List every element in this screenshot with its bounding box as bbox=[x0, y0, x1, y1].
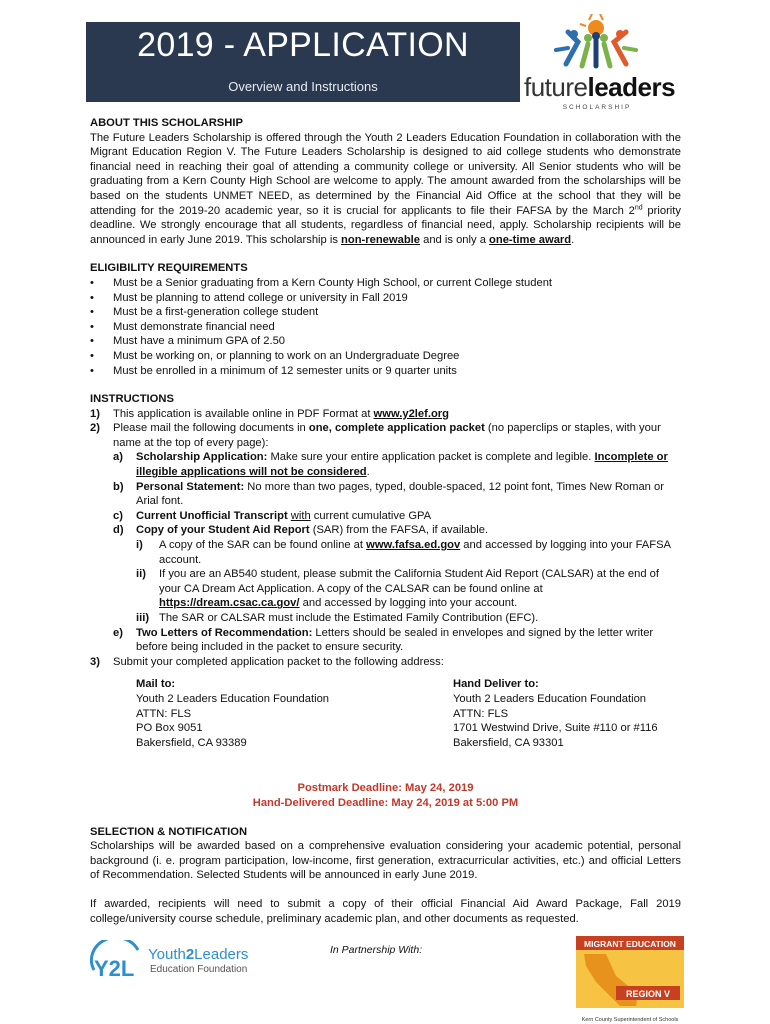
hand-deliver-address: Hand Deliver to: Youth 2 Leaders Education Foundation ATTN: FLS 1701 Westwind Drive, Suite #110 or #116 Bakersfield, CA 93301 bbox=[453, 678, 658, 749]
future-leaders-logo bbox=[516, 14, 678, 112]
list-item: • Must be a first-generation college student bbox=[90, 305, 681, 320]
header-banner bbox=[86, 22, 520, 102]
migrant-education-emblem-icon bbox=[576, 936, 684, 1012]
postmark-deadline: Postmark Deadline: May 24, 2019 bbox=[297, 782, 474, 795]
instruction-step-2a: a) Scholarship Application: Make sure your entire application packet is complete and legible. Incomplete or illegible applications will not be considered. bbox=[113, 451, 668, 479]
page-subtitle: Overview and Instructions bbox=[228, 79, 378, 94]
list-item: • Must be working on, or planning to work on an Undergraduate Degree bbox=[90, 349, 681, 364]
partnership-label: In Partnership With: bbox=[330, 944, 423, 956]
svg-text:Y2L: Y2L bbox=[94, 956, 135, 981]
future-leaders-tagline: SCHOLARSHIP bbox=[562, 104, 632, 111]
instruction-step-1: 1) This application is available online in PDF Format at www.y2lef.org bbox=[90, 407, 449, 420]
svg-text:REGION V: REGION V bbox=[625, 989, 671, 999]
youth2leaders-logo bbox=[88, 940, 249, 984]
csac-link[interactable]: https://dream.csac.ca.gov/ bbox=[159, 597, 300, 610]
about-heading: ABOUT THIS SCHOLARSHIP bbox=[90, 117, 243, 129]
instruction-step-2c: c) Current Unofficial Transcript with current cumulative GPA bbox=[113, 509, 432, 522]
y2l-subtitle: Education Foundation bbox=[150, 964, 248, 975]
future-leaders-figures-icon bbox=[516, 14, 678, 74]
svg-text:MIGRANT EDUCATION: MIGRANT EDUCATION bbox=[584, 939, 676, 949]
eligibility-heading: ELIGIBILITY REQUIREMENTS bbox=[90, 262, 248, 275]
instruction-step-2d-i: i) A copy of the SAR can be found online at www.fafsa.ed.gov and accessed by logging into your FAFSA account. bbox=[136, 539, 671, 566]
y2l-name: Youth2Leaders bbox=[148, 946, 249, 963]
about-paragraph: The Future Leaders Scholarship is offered through the Youth 2 Leaders Education Foundation in collaboration with the Migrant Education Region V. The Future Leaders Scholarship is designed to aid college students who demonstrate financial need in reaching their goal of attending a community college or university. All Senior students who will be graduating from a Kern County High School are welcome to apply. The amount awarded from the scholarships will be based on the students UNMET NEED, as determined by the Financial Aid Office at the school that they will be attending for the 2019-20 academic year, so it is crucial for applicants to file their FAFSA by the March 2nd priority deadline. We strongly encourage that all students, regardless of financial need, apply. Scholarship recipients will be announced in early June 2019. This scholarship is non-renewable and is only a one-time award. bbox=[90, 131, 681, 246]
instruction-step-2b: b) Personal Statement: No more than two pages, typed, double-spaced, 12 point font, Times New Roman or Arial font. bbox=[113, 480, 664, 508]
migrant-education-logo bbox=[576, 936, 684, 1023]
page-title: 2019 - APPLICATION bbox=[137, 26, 469, 64]
awarded-paragraph: If awarded, recipients will need to submit a copy of their official Financial Aid Award Package, Fall 2019 college/university course schedule, preliminary academic plan, and other documents as requested. bbox=[90, 897, 681, 925]
fafsa-link[interactable]: www.fafsa.ed.gov bbox=[366, 539, 461, 552]
instruction-step-2e: e) Two Letters of Recommendation: Letters should be sealed in envelopes and signed by the letter writer before being included in the packet to ensure security. bbox=[113, 626, 654, 654]
selection-paragraph: Scholarships will be awarded based on a comprehensive evaluation considering your academic potential, personal background (i. e. program participation, low-income, first generation, extracurricular activities, etc.) and official Letters of Recommendation. Selected Students will be announced in early June 2019. bbox=[90, 840, 681, 882]
instruction-step-2d: d) Copy of your Student Aid Report (SAR) from the FAFSA, if available. i) A copy of the SAR can be found online at www.fafsa.ed.gov and accessed by logging into your FAFSA account. ii) If you are an AB540 student, please submit the California Student Aid Report (CALSAR) at the end of your CA Dream Act Application. A copy of the CALSAR can be found online at https://dream.csac.ca.gov/ and accessed by logging into your account. iii) The SAR or CALSAR must include the Estimated Family Contribution (EFC). bbox=[113, 523, 681, 625]
y2l-emblem-icon bbox=[88, 940, 148, 984]
document-body bbox=[90, 116, 681, 926]
hand-delivered-deadline: Hand-Delivered Deadline: May 24, 2019 at 5:00 PM bbox=[252, 796, 519, 809]
instruction-step-2d-ii: ii) If you are an AB540 student, please submit the California Student Aid Report (CALSAR) at the end of your CA Dream Act Application. A copy of the CALSAR can be found online at https://dream.csac.ca.gov/ and accessed by logging into your account. bbox=[136, 568, 660, 610]
list-item: • Must have a minimum GPA of 2.50 bbox=[90, 334, 681, 349]
list-item: • Must be planning to attend college or university in Fall 2019 bbox=[90, 291, 681, 306]
instruction-step-3: 3) Submit your completed application packet to the following address: bbox=[90, 655, 444, 668]
list-item: • Must be a Senior graduating from a Kern County High School, or current College student bbox=[90, 276, 681, 291]
list-item: • Must demonstrate financial need bbox=[90, 320, 681, 335]
migrant-caption: Kern County Superintendent of Schools bbox=[581, 1017, 679, 1023]
y2lef-link[interactable]: www.y2lef.org bbox=[373, 407, 449, 420]
instructions-heading: INSTRUCTIONS bbox=[90, 393, 174, 406]
eligibility-list bbox=[90, 276, 681, 378]
mail-to-address: Mail to: Youth 2 Leaders Education Foundation ATTN: FLS PO Box 9051 Bakersfield, CA 93389 bbox=[136, 678, 330, 749]
future-leaders-wordmark: futureleaders bbox=[524, 72, 676, 102]
list-item: • Must be enrolled in a minimum of 12 semester units or 9 quarter units bbox=[90, 364, 681, 379]
instruction-step-2d-iii: iii) The SAR or CALSAR must include the Estimated Family Contribution (EFC). bbox=[136, 612, 539, 624]
address-block bbox=[90, 677, 681, 759]
instruction-step-2: 2) Please mail the following documents in one, complete application packet (no paperclips or staples, with your name at the top of every page): a) Scholarship Application: Make sure your entire application packet is complete and legible. Incomplete or illegible applications will not be considered. b) Personal Statement: No more than two pages, typed, double-spaced, 12 point font, Times New Roman or Arial font. c) Current Unofficial Transcript with current cumulative GPA d) Copy of your Student Aid Report (SAR) from the FAFSA, if available. i) A copy of the SAR can be found online at www.fafsa.ed.gov and accessed by logging into your FAFSA account. ii) If you are an AB540 student, please submit the California Student Aid Report (CALSAR) at the end of your CA Dream Act Application. A copy of the CALSAR can be found online at https://dream.csac.ca.gov/ and accessed by logging into your account. iii) The SAR or CALSAR must include the Estimated Family Contribution (EFC). e) Two Letters of Recommendation: Letters should be sealed in envelopes and signed by the letter writer before being included in the packet to ensure security. bbox=[90, 421, 681, 655]
selection-heading: SELECTION & NOTIFICATION bbox=[90, 825, 248, 838]
